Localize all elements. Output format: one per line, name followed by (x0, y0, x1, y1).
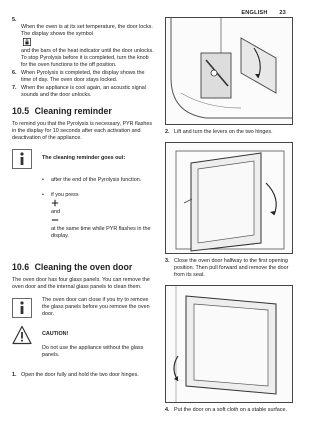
reminder-bullet-2c: at the same time while PYR flashes in the display. (51, 226, 151, 239)
step-4-number: 4. (165, 407, 170, 413)
step-5-text-b: and the bars of the heat indicator until the door unlocks. To stop Pyrolysis before it is completed, turn the knob for the oven functions to the off position. (21, 48, 154, 68)
step-2-number: 2. (165, 129, 170, 135)
step-3-number: 3. (165, 258, 170, 264)
step-7-number: 7. (12, 85, 17, 91)
section-cleaning-reminder-heading (12, 106, 155, 116)
step-3-text: Close the oven door halfway to the first opening position. Then pull forward and remove the door from its seat. (174, 258, 289, 278)
step-1-number: 1. (12, 372, 17, 378)
cleaning-door-body: The oven door has four glass panels. You can remove the oven door and the internal glass panels to clean them. (12, 277, 150, 290)
step-6-text: When Pyrolysis is completed, the display shows the time of day. The oven door stays locked. (21, 70, 145, 83)
hinge-lever-illustration (165, 17, 293, 125)
section-title: Cleaning the oven door (34, 262, 133, 272)
minus-key-icon (51, 216, 59, 224)
step-7 (12, 85, 155, 99)
reminder-note-title: The cleaning reminder goes out: (42, 155, 126, 161)
caution-note (12, 324, 155, 366)
step-3 (165, 258, 293, 279)
door-lock-symbol-icon (23, 38, 31, 46)
section-cleaning-door-heading (12, 262, 155, 272)
step-2-text: Lift and turn the levers on the two hinges. (174, 129, 273, 135)
reminder-bullet-list (42, 170, 155, 248)
cleaning-reminder-body: To remind you that the Pyrolysis is necessary, PYR flashes in the display for 10 seconds after each activation and deactivation of the appliance. (12, 121, 153, 141)
step-5-text-a: When the oven is at its set temperature, the door locks. The display shows the symbol (21, 24, 153, 37)
left-column (12, 17, 155, 380)
caution-text: Do not use the appliance without the glass panels. (42, 345, 144, 358)
info-icon (12, 298, 32, 318)
step-5-number: 5. (12, 17, 17, 23)
list-item: • if you press and at the same time while PYR flashes in the display. (42, 192, 151, 239)
reminder-bullet-2a: if you press (51, 192, 79, 198)
door-note-text: The oven door can close if you try to remove the glass panels before you remove the oven door. (42, 297, 150, 317)
caution-title: CAUTION! (42, 331, 69, 337)
reminder-bullet-2b: and (51, 209, 60, 215)
reminder-bullet-1: after the end of the Pyrolysis function. (51, 177, 142, 183)
step-5 (12, 17, 155, 69)
step-4-text: Put the door on a soft cloth on a stable surface. (174, 407, 287, 413)
step-6-number: 6. (12, 70, 17, 76)
door-on-cloth-illustration (165, 285, 293, 403)
step-7-text: When the appliance is cool again, an acoustic signal sounds and the door unlocks. (21, 85, 146, 98)
section-number: 10.6 (12, 262, 30, 272)
step-4 (165, 407, 293, 414)
remove-door-illustration (165, 142, 293, 254)
warning-icon (12, 325, 32, 345)
reminder-info-note (12, 148, 155, 255)
page-header (231, 10, 286, 16)
right-column (165, 17, 293, 420)
section-number: 10.5 (12, 106, 30, 116)
step-1 (12, 372, 155, 379)
section-title: Cleaning reminder (34, 106, 112, 116)
header-language: ENGLISH (241, 10, 268, 16)
list-item: • after the end of the Pyrolysis function. (42, 177, 155, 184)
page-number: 23 (279, 10, 286, 16)
step-6 (12, 70, 155, 84)
info-icon (12, 149, 32, 169)
step-1-text: Open the door fully and hold the two door hinges. (21, 372, 139, 378)
step-2 (165, 129, 293, 136)
plus-key-icon (51, 199, 59, 207)
door-info-note (12, 297, 155, 318)
